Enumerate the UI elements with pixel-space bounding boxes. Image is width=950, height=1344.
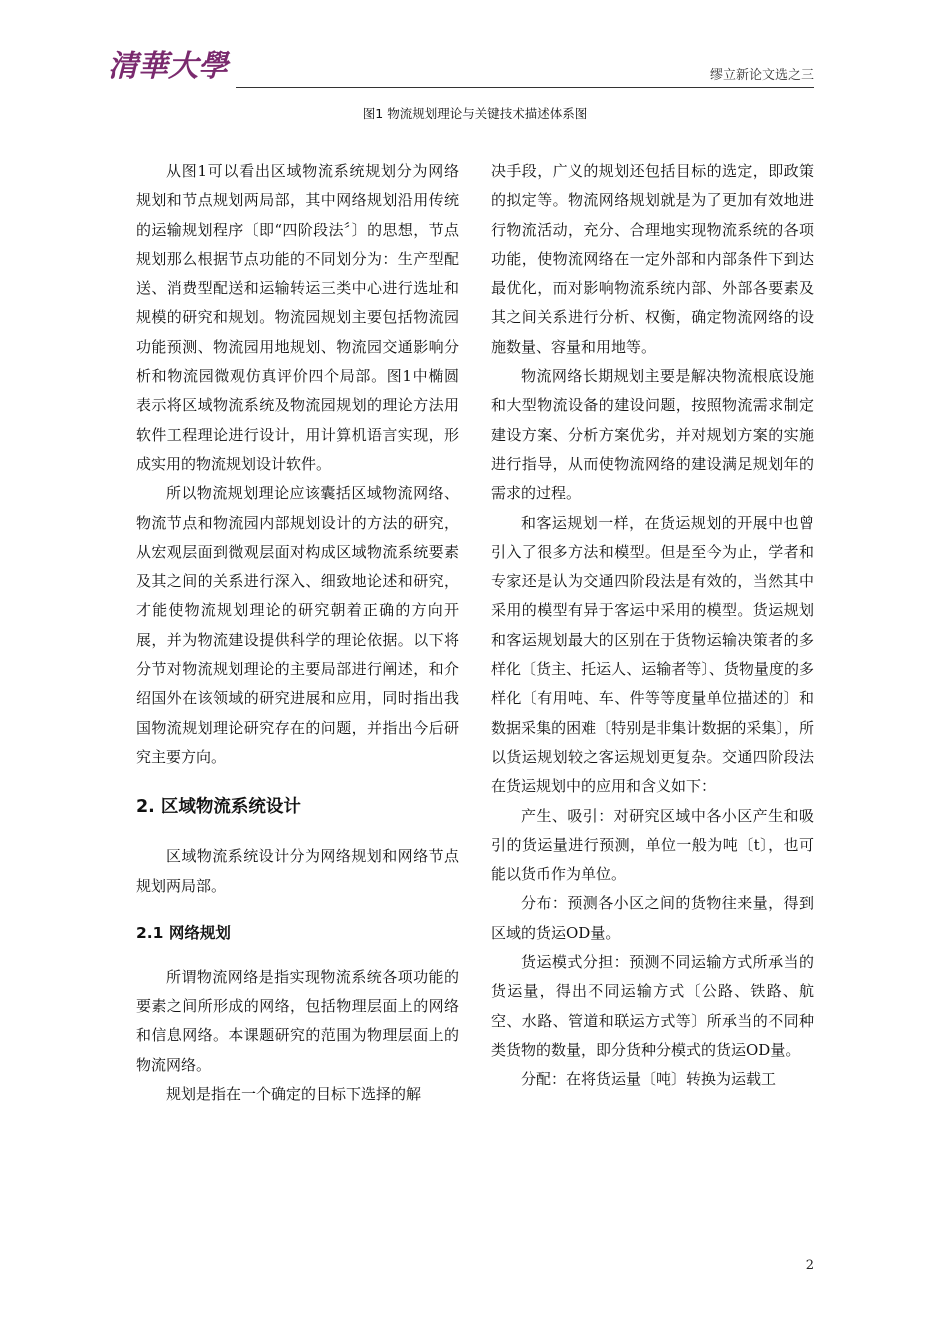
right-paragraph-2: 物流网络长期规划主要是解决物流根底设施和大型物流设备的建设问题，按照物流需求制定建设方案、分析方案优劣，并对规划方案的实施进行指导，从而使物流网络的建设满足规划年的需求的过程。 bbox=[491, 367, 814, 503]
right-paragraph-7: 分配：在将货运量〔吨〕转换为运载工 bbox=[521, 1070, 777, 1089]
header-rule bbox=[236, 87, 814, 88]
page-number: 2 bbox=[805, 1258, 814, 1273]
right-paragraph-6: 货运模式分担：预测不同运输方式所承当的货运量，得出不同运输方式〔公路、铁路、航空、水路、管道和联运方式等〕所承当的不同种类货物的数量，即分货种分模式的货运OD量。 bbox=[491, 953, 814, 1059]
university-logo bbox=[108, 42, 236, 86]
left-column bbox=[136, 157, 459, 1109]
series-title: 缪立新论文选之三 bbox=[709, 68, 814, 83]
figure-caption: 图1 物流规划理论与关键技术描述体系图 bbox=[362, 106, 588, 121]
left-paragraph-2: 所以物流规划理论应该囊括区域物流网络、物流节点和物流园内部规划设计的方法的研究，从宏观层面到微观层面对构成区域物流系统要素及其之间的关系进行深入、细致地论述和研究，才能使物流规划理论的研究朝着正确的方向开展，并为物流建设提供科学的理论依据。以下将分节对物流规划理论的主要局部进行阐述，和介绍国外在该领域的研究进展和应用，同时指出我国物流规划理论研究存在的问题，并指出今后研究主要方向。 bbox=[136, 484, 459, 766]
left-paragraph-3: 区域物流系统设计分为网络规划和网络节点规划两局部。 bbox=[136, 847, 459, 895]
left-paragraph-1: 从图1可以看出区域物流系统规划分为网络规划和节点规划两局部，其中网络规划沿用传统的运输规划程序〔即“四阶段法〞〕的思想，节点规划那么根据节点功能的不同划分为：生产型配送、消费型配送和运输转运三类中心进行选址和规模的研究和规划。物流园规划主要包括物流园功能预测、物流园用地规划、物流园交通影响分析和物流园微观仿真评价四个局部。图1中椭圆表示将区域物流系统及物流园规划的理论方法用软件工程理论进行设计，用计算机语言实现，形成实用的物流规划设计软件。 bbox=[136, 162, 459, 473]
section-heading: 2. 区域物流系统设计 bbox=[136, 797, 301, 818]
right-paragraph-3: 和客运规划一样，在货运规划的开展中也曾引入了很多方法和模型。但是至今为止，学者和专家还是认为交通四阶段法是有效的，当然其中采用的模型有异于客运中采用的模型。货运规划和客运规划最大的区别在于货物运输决策者的多样化〔货主、托运人、运输者等〕、货物量度的多样化〔有用吨、车、件等等度量单位描述的〕和数据采集的困难〔特别是非集计数据的采集〕，所以货运规划较之客运规划更复杂。交通四阶段法在货运规划中的应用和含义如下： bbox=[491, 513, 814, 796]
logo-text: 清華大學 bbox=[108, 49, 228, 84]
left-paragraph-5: 规划是指在一个确定的目标下选择的解 bbox=[166, 1085, 422, 1104]
right-column bbox=[491, 157, 814, 1095]
left-paragraph-4: 所谓物流网络是指实现物流系统各项功能的要素之间所形成的网络，包括物理层面上的网络和信息网络。本课题研究的范围为物理层面上的物流网络。 bbox=[136, 967, 459, 1074]
right-paragraph-5: 分布：预测各小区之间的货物往来量，得到区域的货运OD量。 bbox=[491, 894, 814, 942]
subsection-heading: 2.1 网络规划 bbox=[136, 923, 231, 942]
right-paragraph-4: 产生、吸引：对研究区域中各小区产生和吸引的货运量进行预测，单位一般为吨〔t〕，也可能以货币作为单位。 bbox=[491, 806, 814, 884]
right-paragraph-1: 决手段，广义的规划还包括目标的选定，即政策的拟定等。物流网络规划就是为了更加有效地进行物流活动，充分、合理地实现物流系统的各项功能，使物流网络在一定外部和内部条件下到达最优化，而对影响物流系统内部、外部各要素及其之间关系进行分析、权衡，确定物流网络的设施数量、容量和用地等。 bbox=[491, 162, 814, 356]
